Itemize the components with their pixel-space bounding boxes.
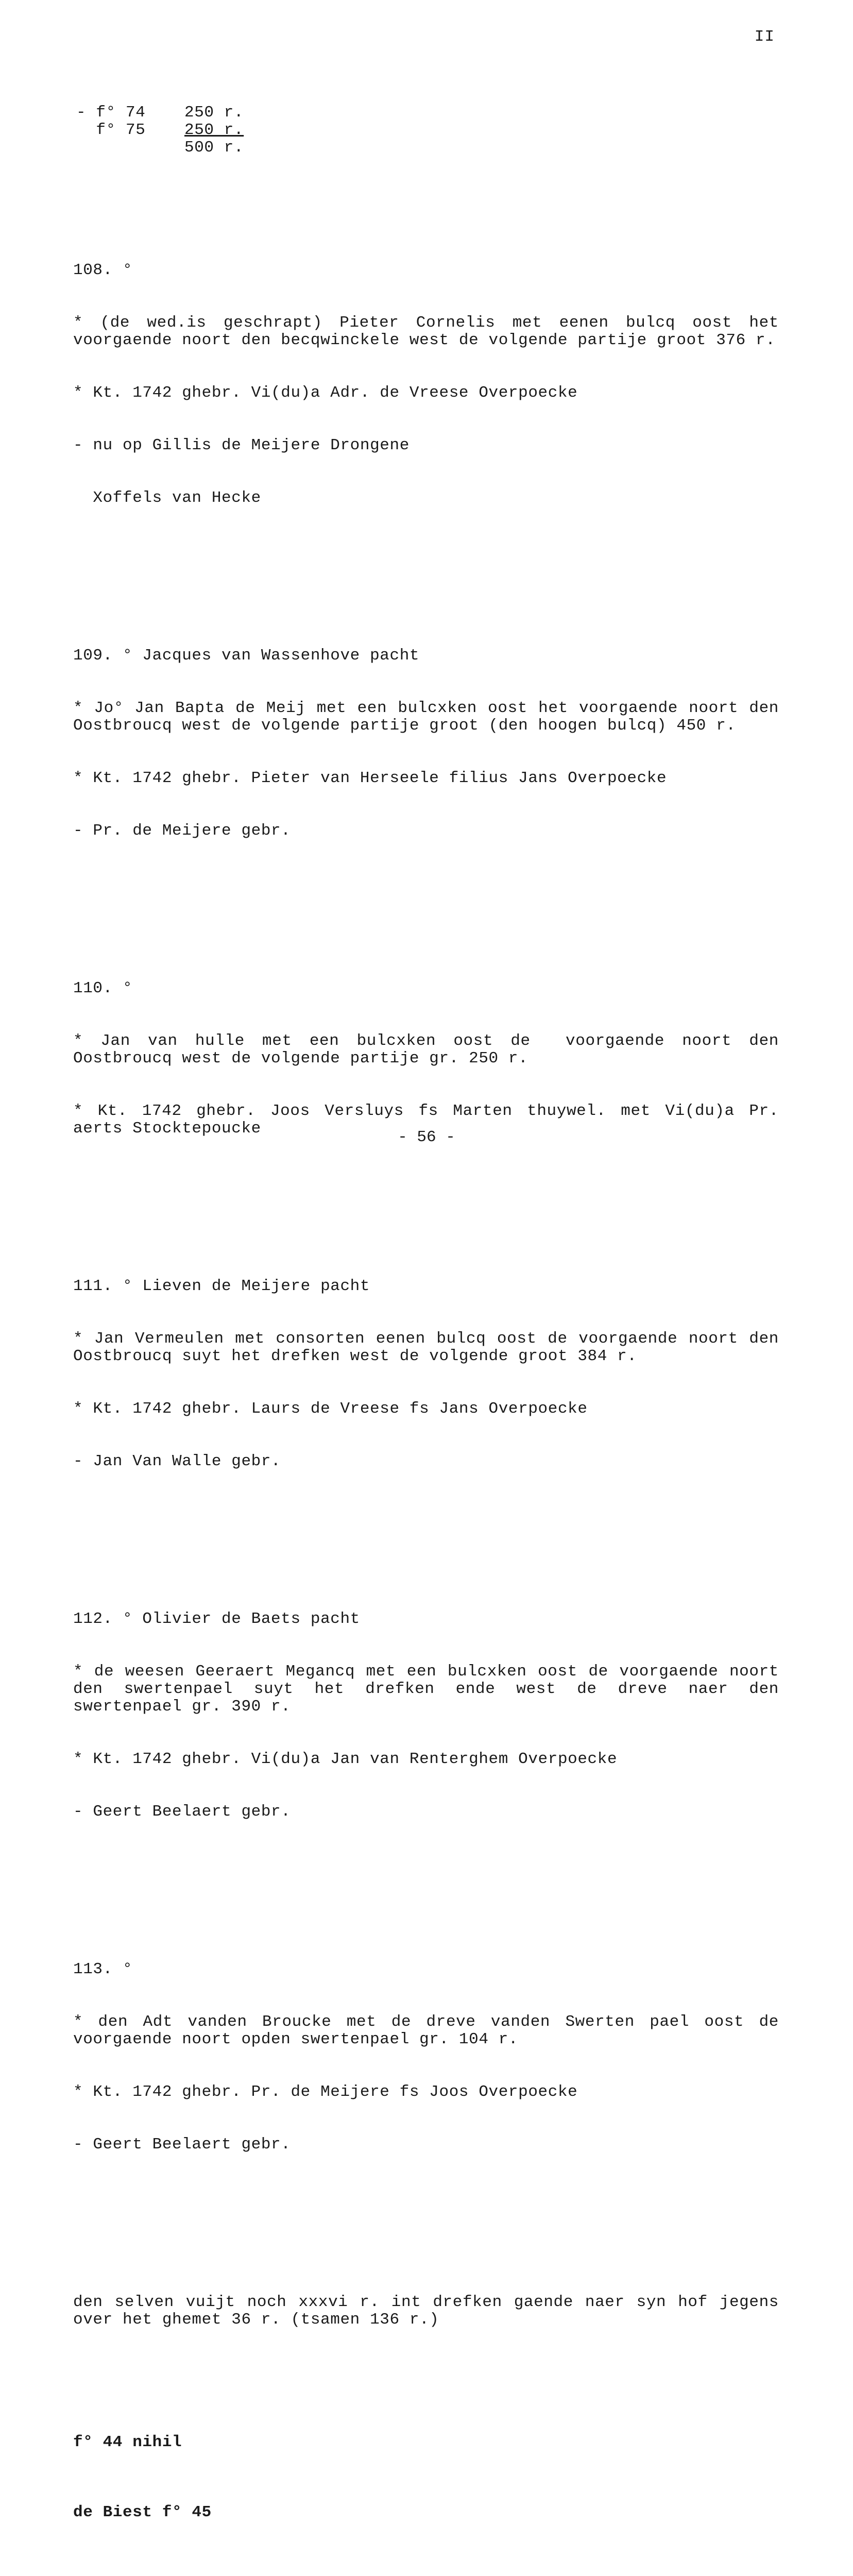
entry-line: * Kt. 1742 ghebr. Vi(du)a Adr. de Vreese Overpoecke — [73, 384, 578, 402]
entry-head: 108. ° — [73, 261, 133, 279]
entry-line: * (de wed.is geschrapt) Pieter Cornelis met eenen bulcq oost het voorgaende noort den becqwinckele west de volgende partije groot 376 r. — [73, 314, 789, 349]
entry-line: * Jan van hulle met een bulcxken oost de voorgaende noort den Oostbroucq west de volgende partije gr. 250 r. — [73, 1032, 789, 1067]
entry-line: * Kt. 1742 ghebr. Laurs de Vreese fs Jans Overpoecke — [73, 1400, 588, 1418]
entry-head: 110. ° — [73, 979, 133, 997]
entry-108 — [73, 227, 789, 542]
heading-de-biest: de Biest f° 45 — [73, 2503, 212, 2521]
entry-line: - Geert Beelaert gebr. — [73, 2136, 291, 2154]
folio-amounts — [76, 104, 779, 157]
roman-page-number: II — [754, 28, 775, 46]
entry-line: * Kt. 1742 ghebr. Pieter van Herseele filius Jans Overpoecke — [73, 769, 667, 787]
folio-75-amount: 250 r. — [184, 121, 244, 139]
entry-line: - Jan Van Walle gebr. — [73, 1452, 281, 1470]
entry-line: - nu op Gillis de Meijere Drongene — [73, 436, 410, 454]
folio-74-label: - f° 74 — [76, 104, 146, 122]
entry-head: 109. ° Jacques van Wassenhove pacht — [73, 647, 420, 665]
page-number-footer: - 56 - — [398, 1128, 455, 1146]
entry-line: * Kt. 1742 ghebr. Pr. de Meijere fs Joos Overpoecke — [73, 2083, 578, 2101]
entry-111 — [73, 1243, 789, 1505]
entry-head: 111. ° Lieven de Meijere pacht — [73, 1277, 370, 1295]
entry-112 — [73, 1575, 789, 1856]
entry-head: 113. ° — [73, 1960, 133, 1978]
entry-109 — [73, 612, 789, 875]
entry-head: 112. ° Olivier de Baets pacht — [73, 1610, 360, 1628]
entry-line: * Kt. 1742 ghebr. Joos Versluys fs Marten thuywel. met Vi(du)a Pr. aerts Stocktepoucke — [73, 1102, 789, 1138]
folio-75-label: f° 75 — [76, 121, 146, 139]
heading-folio-44: f° 44 nihil — [73, 2433, 182, 2451]
paragraph-den-selven — [73, 2259, 789, 2364]
entry-line: Xoffels van Hecke — [73, 489, 261, 507]
entry-113 — [73, 1926, 789, 2189]
entry-line: * Kt. 1742 ghebr. Vi(du)a Jan van Renterghem Overpoecke — [73, 1750, 618, 1768]
document-body — [73, 69, 789, 2576]
paragraph-text: den selven vuijt noch xxxvi r. int drefken gaende naer syn hof jegens over het ghemet 36 r. (tsamen 136 r.) — [73, 2293, 789, 2329]
folio-total-amount: 500 r. — [184, 139, 244, 157]
folio-74-amount: 250 r. — [184, 104, 244, 122]
entry-line: * Jan Vermeulen met consorten eenen bulcq oost de voorgaende noort den Oostbroucq suyt het drefken west de volgende groot 384 r. — [73, 1330, 789, 1365]
entry-line: * Jo° Jan Bapta de Meij met een bulcxken oost het voorgaende noort den Oostbroucq west de volgende partije groot (den hoogen bulcq) 450 r. — [73, 699, 789, 735]
entry-line: * de weesen Geeraert Megancq met een bulcxken oost de voorgaende noort den swertenpael suyt het drefken ende west de dreve naer den swertenpael gr. 390 r. — [73, 1663, 789, 1716]
entry-line: - Geert Beelaert gebr. — [73, 1803, 291, 1821]
entry-line: - Pr. de Meijere gebr. — [73, 822, 291, 840]
entry-line: * den Adt vanden Broucke met de dreve vanden Swerten pael oost de voorgaende noort opden swertenpael gr. 104 r. — [73, 2013, 789, 2048]
